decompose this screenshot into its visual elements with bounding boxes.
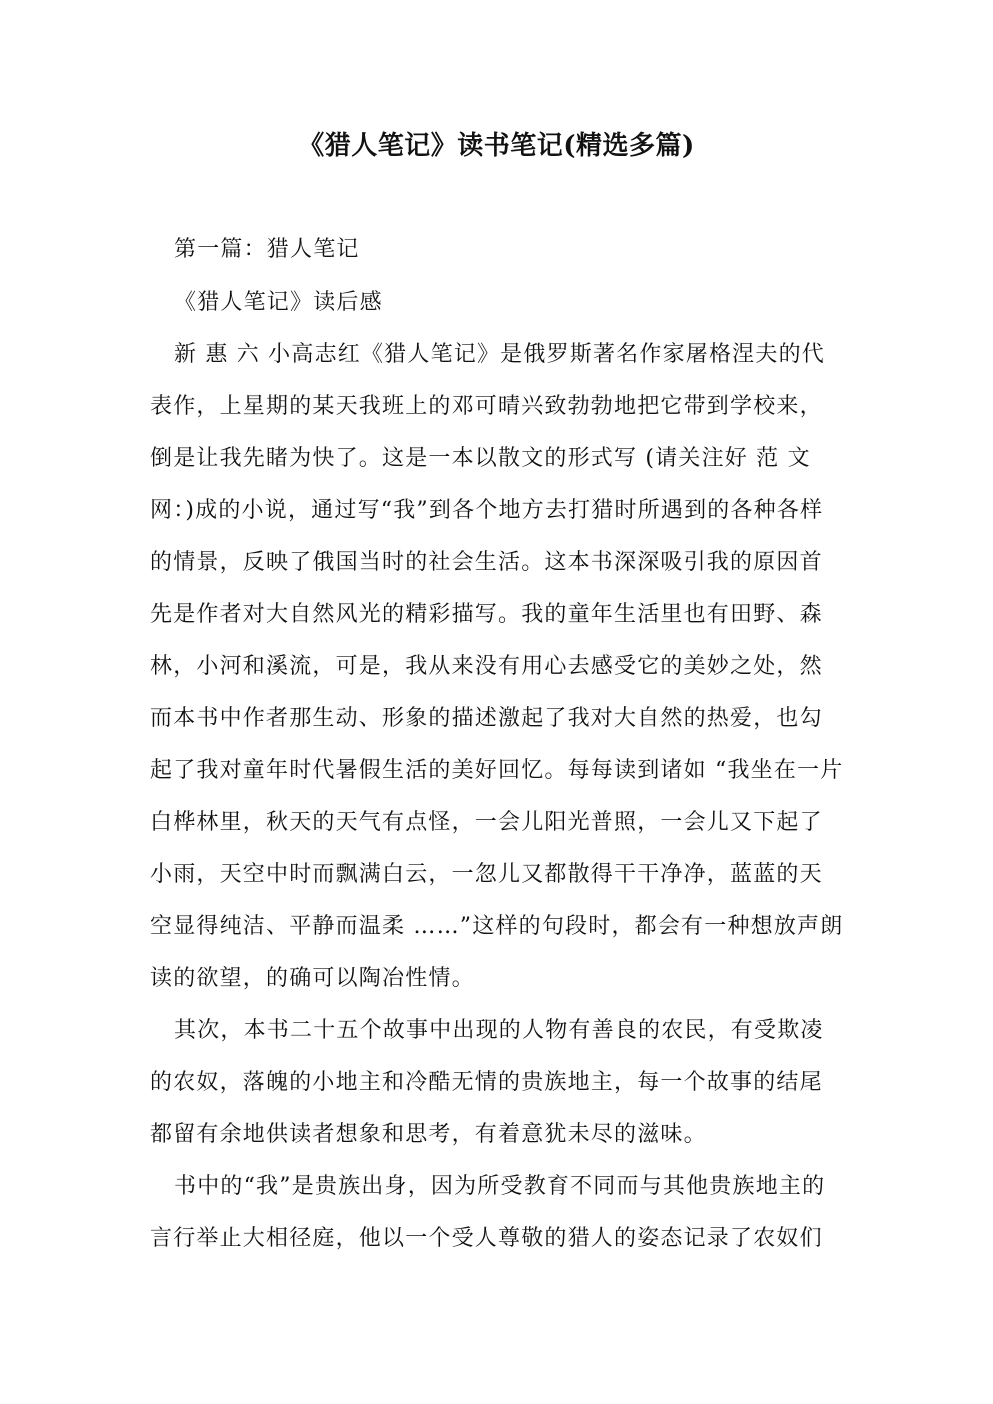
paragraph-line: 的农奴，落魄的小地主和冷酷无情的贵族地主，每一个故事的结尾 [150,1070,823,1095]
paragraph-line: 的情景，反映了俄国当时的社会生活。这本书深深吸引我的原因首 [150,550,823,575]
paragraph-line: 小雨，天空中时而飘满白云，一忽儿又都散得干干净净，蓝蓝的天 [150,862,823,887]
paragraph-line: 林，小河和溪流，可是，我从来没有用心去感受它的美妙之处，然 [150,654,823,679]
paragraph-line: 倒是让我先睹为快了。这是一本以散文的形式写 (请关注好 范 文 [150,446,811,471]
paragraph-line: 网：)成的小说，通过写“我”到各个地方去打猎时所遇到的各种各样 [150,498,824,523]
paragraph-line: 空显得纯洁、平静而温柔 ……”这样的句段时，都会有一种想放声朗 [150,914,844,939]
paragraph-line: 书中的“我”是贵族出身，因为所受教育不同而与其他贵族地主的 [174,1174,826,1199]
section-heading: 第一篇：猎人笔记 [174,237,360,262]
paragraph-line: 表作，上星期的某天我班上的邓可晴兴致勃勃地把它带到学校来， [150,394,823,419]
subheading: 《猎人笔记》读后感 [174,290,383,315]
paragraph-line: 其次，本书二十五个故事中出现的人物有善良的农民，有受欺凌 [174,1018,824,1043]
paragraph-line: 新 惠 六 小高志红《猎人笔记》是俄罗斯著名作家屠格涅夫的代 [174,342,825,367]
document-title: 《猎人笔记》读书笔记(精选多篇) [298,131,695,161]
paragraph-line: 读的欲望，的确可以陶冶性情。 [150,966,475,991]
paragraph-line: 而本书中作者那生动、形象的描述激起了我对大自然的热爱，也勾 [150,706,823,731]
paragraph-line: 言行举止大相径庭，他以一个受人尊敬的猎人的姿态记录了农奴们 [150,1226,823,1251]
paragraph-line: 先是作者对大自然风光的精彩描写。我的童年生活里也有田野、森 [150,602,823,627]
paragraph-line: 白桦林里，秋天的天气有点怪，一会儿阳光普照，一会儿又下起了 [150,810,823,835]
paragraph-line: 都留有余地供读者想象和思考，有着意犹未尽的滋味。 [150,1122,707,1147]
paragraph-line: 起了我对童年时代暑假生活的美好回忆。每每读到诸如 “我坐在一片 [150,758,844,783]
